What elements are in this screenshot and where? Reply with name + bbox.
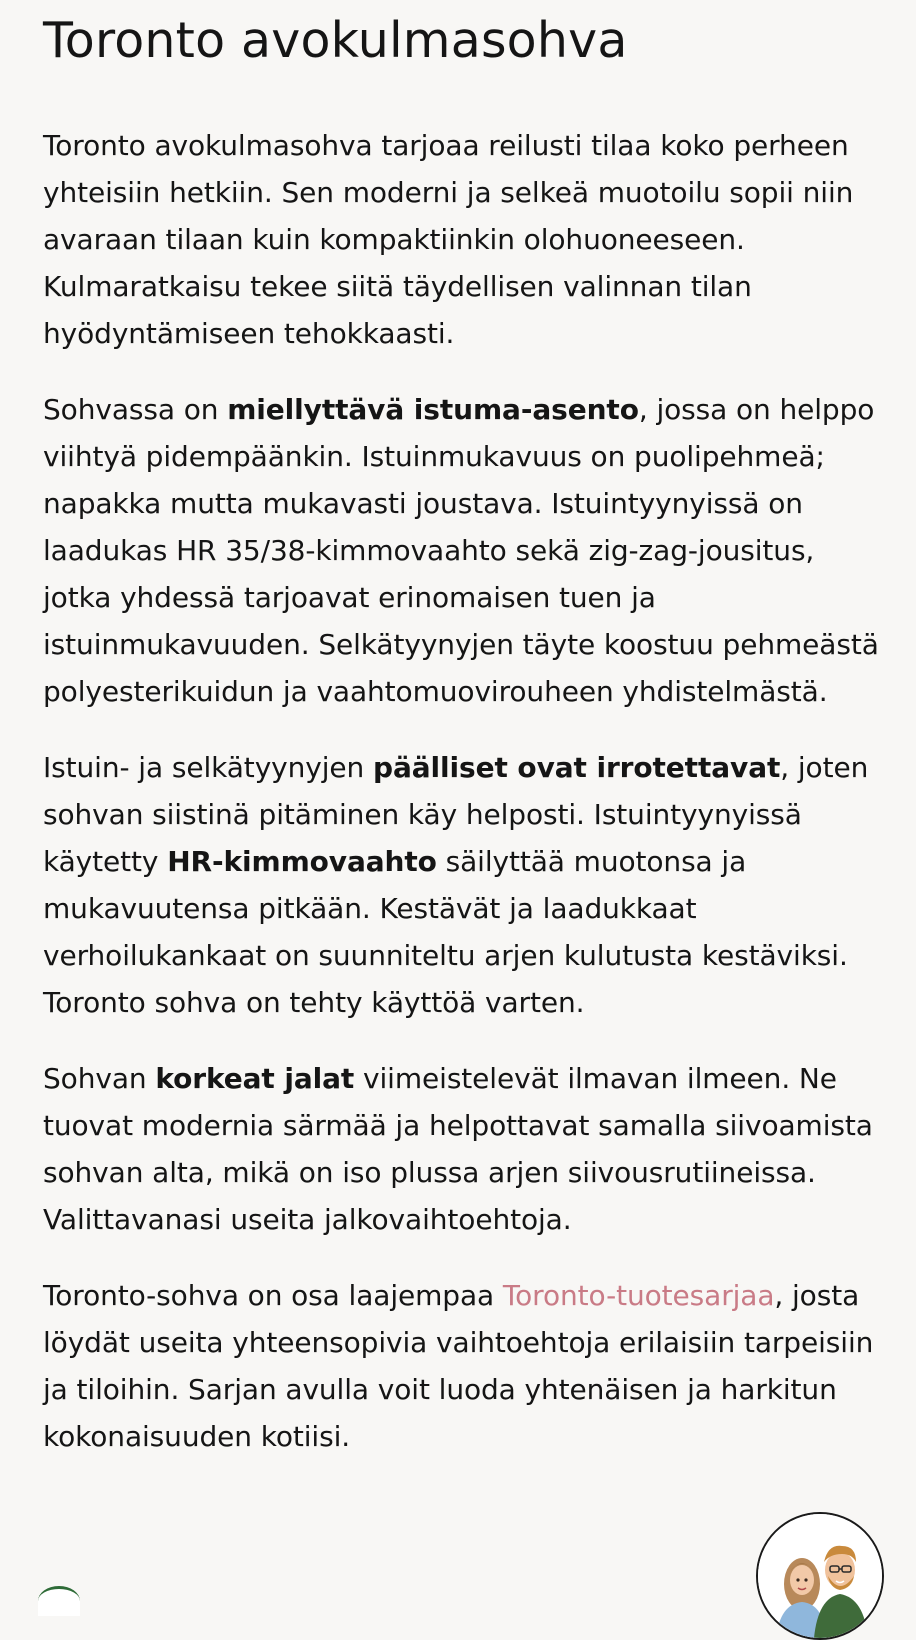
description-paragraph-comfort [43, 386, 883, 715]
description-paragraph-series [43, 1272, 883, 1460]
support-agents-avatar-icon [758, 1514, 882, 1638]
paragraph-text: säilyttää muotonsa ja mukavuutensa pitkään. Kestävät ja laadukkaat verhoilukankaat on suunniteltu arjen kulutusta kestäviksi. Toronto sohva on tehty käyttöä varten. [43, 845, 848, 1019]
paragraph-text: Sohvan [43, 1062, 156, 1095]
paragraph-text: , joten sohvan siistinä pitäminen käy helposti. Istuintyynyissä käytetty [43, 751, 869, 878]
product-description [43, 0, 883, 1460]
partial-green-widget[interactable] [38, 1586, 80, 1616]
paragraph-text: Toronto avokulmasohva tarjoaa reilusti tilaa koko perheen yhteisiin hetkiin. Sen moderni ja selkeä muotoilu sopii niin avaraan tilaan kuin kompaktiinkin olohuoneeseen. Kulmaratkaisu tekee siitä täydellisen valinnan tilan hyödyntämiseen tehokkaasti. [43, 129, 854, 350]
highlight-high-legs: korkeat jalat [155, 1062, 355, 1095]
paragraph-text: , josta löydät useita yhteensopivia vaihtoehtoja erilaisiin tarpeisiin ja tiloihin. Sarjan avulla voit luoda yhtenäisen ja harkitun kokonaisuuden kotiisi. [43, 1279, 874, 1453]
paragraph-text: Sohvassa on [43, 393, 228, 426]
description-paragraph-covers [43, 744, 883, 1026]
toronto-series-link[interactable]: Toronto-tuotesarjaa [502, 1279, 775, 1312]
highlight-hr-foam: HR-kimmovaahto [167, 845, 437, 878]
description-paragraph-intro [43, 122, 883, 357]
highlight-removable-covers: päälliset ovat irrotettavat [373, 751, 781, 784]
highlight-seating-position: miellyttävä istuma-asento [227, 393, 639, 426]
paragraph-text: Toronto-sohva on osa laajempaa [43, 1279, 503, 1312]
chat-support-button[interactable] [756, 1512, 884, 1640]
page-title: Toronto avokulmasohva [43, 12, 628, 69]
paragraph-text: Istuin- ja selkätyynyjen [43, 751, 374, 784]
paragraph-text: viimeistelevät ilmavan ilmeen. Ne tuovat modernia särmää ja helpottavat samalla siivoamista sohvan alta, mikä on iso plussa arjen siivousrutiineissa. Valittavanasi useita jalkovaihtoehtoja. [43, 1062, 873, 1236]
description-paragraph-legs [43, 1055, 883, 1243]
paragraph-text: , jossa on helppo viihtyä pidempäänkin. Istuinmukavuus on puolipehmeä; napakka mutta mukavasti joustava. Istuintyynyissä on laadukas HR 35/38-kimmovaahto sekä zig-zag-jousitus, jotka yhdessä tarjoavat erinomaisen tuen ja istuinmukavuuden. Selkätyynyjen täyte koostuu pehmeästä polyesterikuidun ja vaahtomuovirouheen yhdistelmästä. [43, 393, 879, 708]
